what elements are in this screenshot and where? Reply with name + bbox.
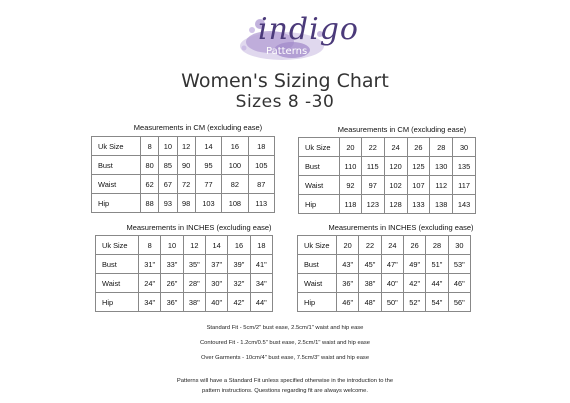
value-cell: 40" bbox=[381, 274, 403, 293]
value-cell: 135 bbox=[453, 157, 476, 176]
value-cell: 33" bbox=[161, 255, 183, 274]
size-cell: 22 bbox=[359, 236, 381, 255]
size-cell: 10 bbox=[159, 137, 177, 156]
value-cell: 56" bbox=[448, 293, 470, 312]
size-table-cm-large bbox=[298, 137, 476, 214]
brand-logo bbox=[232, 8, 359, 66]
value-cell: 105 bbox=[248, 156, 274, 175]
size-cell: 24 bbox=[384, 138, 407, 157]
value-cell: 138 bbox=[430, 195, 453, 214]
value-cell: 118 bbox=[340, 195, 362, 214]
row-label: Waist bbox=[299, 176, 340, 195]
value-cell: 38" bbox=[359, 274, 381, 293]
table-header-row bbox=[298, 236, 471, 255]
fit-note-over-garments: Over Garments - 10cm/4" bust ease, 7.5cm/3" waist and hip ease bbox=[200, 355, 370, 361]
value-cell: 98 bbox=[177, 194, 195, 213]
header-label: Uk Size bbox=[96, 236, 139, 255]
value-cell: 30" bbox=[205, 274, 227, 293]
value-cell: 31" bbox=[139, 255, 161, 274]
row-label: Waist bbox=[298, 274, 337, 293]
footer-note-line2: pattern instructions. Questions regarding fit are always welcome. bbox=[202, 388, 368, 394]
table-row bbox=[299, 157, 476, 176]
size-cell: 8 bbox=[141, 137, 159, 156]
size-cell: 8 bbox=[139, 236, 161, 255]
value-cell: 34" bbox=[139, 293, 161, 312]
header-label: Uk Size bbox=[298, 236, 337, 255]
value-cell: 35" bbox=[183, 255, 205, 274]
size-cell: 12 bbox=[177, 137, 195, 156]
value-cell: 123 bbox=[361, 195, 384, 214]
fit-note-standard: Standard Fit - 5cm/2" bust ease, 2.5cm/1" waist and hip ease bbox=[206, 325, 364, 331]
value-cell: 133 bbox=[407, 195, 430, 214]
page-title: Women's Sizing Chart bbox=[181, 70, 389, 92]
size-cell: 14 bbox=[195, 137, 221, 156]
value-cell: 42" bbox=[228, 293, 250, 312]
table-row bbox=[96, 274, 273, 293]
value-cell: 44" bbox=[250, 293, 272, 312]
value-cell: 34" bbox=[250, 274, 272, 293]
table-row bbox=[298, 293, 471, 312]
value-cell: 46" bbox=[448, 274, 470, 293]
size-cell: 16 bbox=[222, 137, 248, 156]
header-label: Uk Size bbox=[92, 137, 141, 156]
value-cell: 54" bbox=[426, 293, 448, 312]
row-label: Waist bbox=[96, 274, 139, 293]
footer-note-line1: Patterns will have a Standard Fit unless specified otherwise in the introduction to the bbox=[176, 378, 394, 384]
table-row bbox=[299, 195, 476, 214]
value-cell: 93 bbox=[159, 194, 177, 213]
page-subtitle: Sizes 8 -30 bbox=[235, 92, 335, 112]
value-cell: 102 bbox=[384, 176, 407, 195]
size-cell: 20 bbox=[340, 138, 362, 157]
value-cell: 24" bbox=[139, 274, 161, 293]
table-row bbox=[298, 274, 471, 293]
table-header-row bbox=[92, 137, 275, 156]
value-cell: 26" bbox=[161, 274, 183, 293]
value-cell: 95 bbox=[195, 156, 221, 175]
value-cell: 128 bbox=[384, 195, 407, 214]
table-row bbox=[92, 156, 275, 175]
row-label: Hip bbox=[298, 293, 337, 312]
value-cell: 108 bbox=[222, 194, 248, 213]
value-cell: 100 bbox=[222, 156, 248, 175]
size-cell: 24 bbox=[381, 236, 403, 255]
value-cell: 43" bbox=[337, 255, 359, 274]
value-cell: 130 bbox=[430, 157, 453, 176]
value-cell: 50" bbox=[381, 293, 403, 312]
row-label: Bust bbox=[92, 156, 141, 175]
size-cell: 12 bbox=[183, 236, 205, 255]
size-cell: 22 bbox=[361, 138, 384, 157]
table-caption-cm-small: Measurements in CM (excluding ease) bbox=[133, 123, 263, 132]
value-cell: 92 bbox=[340, 176, 362, 195]
value-cell: 36" bbox=[161, 293, 183, 312]
value-cell: 113 bbox=[248, 194, 274, 213]
value-cell: 53" bbox=[448, 255, 470, 274]
value-cell: 88 bbox=[141, 194, 159, 213]
value-cell: 97 bbox=[361, 176, 384, 195]
table-row bbox=[96, 293, 273, 312]
value-cell: 51" bbox=[426, 255, 448, 274]
row-label: Hip bbox=[92, 194, 141, 213]
brand-sub: Patterns bbox=[266, 46, 308, 57]
value-cell: 32" bbox=[228, 274, 250, 293]
table-header-row bbox=[96, 236, 273, 255]
value-cell: 107 bbox=[407, 176, 430, 195]
value-cell: 120 bbox=[384, 157, 407, 176]
row-label: Bust bbox=[298, 255, 337, 274]
value-cell: 115 bbox=[361, 157, 384, 176]
header-label: Uk Size bbox=[299, 138, 340, 157]
value-cell: 62 bbox=[141, 175, 159, 194]
value-cell: 85 bbox=[159, 156, 177, 175]
value-cell: 38" bbox=[183, 293, 205, 312]
table-row bbox=[92, 175, 275, 194]
brand-name: indigo bbox=[258, 12, 359, 47]
size-cell: 18 bbox=[248, 137, 274, 156]
value-cell: 77 bbox=[195, 175, 221, 194]
value-cell: 28" bbox=[183, 274, 205, 293]
table-header-row bbox=[299, 138, 476, 157]
size-cell: 20 bbox=[337, 236, 359, 255]
value-cell: 46" bbox=[337, 293, 359, 312]
value-cell: 67 bbox=[159, 175, 177, 194]
table-row bbox=[299, 176, 476, 195]
value-cell: 37" bbox=[205, 255, 227, 274]
value-cell: 42" bbox=[403, 274, 425, 293]
row-label: Bust bbox=[96, 255, 139, 274]
size-cell: 28 bbox=[430, 138, 453, 157]
table-row bbox=[298, 255, 471, 274]
value-cell: 125 bbox=[407, 157, 430, 176]
value-cell: 143 bbox=[453, 195, 476, 214]
size-cell: 28 bbox=[426, 236, 448, 255]
size-cell: 10 bbox=[161, 236, 183, 255]
size-cell: 16 bbox=[228, 236, 250, 255]
value-cell: 45" bbox=[359, 255, 381, 274]
row-label: Hip bbox=[96, 293, 139, 312]
value-cell: 103 bbox=[195, 194, 221, 213]
size-table-cm-small bbox=[91, 136, 275, 213]
value-cell: 49" bbox=[403, 255, 425, 274]
value-cell: 110 bbox=[340, 157, 362, 176]
value-cell: 39" bbox=[228, 255, 250, 274]
table-caption-inches-large: Measurements in INCHES (excluding ease) bbox=[328, 223, 474, 232]
size-cell: 14 bbox=[205, 236, 227, 255]
value-cell: 72 bbox=[177, 175, 195, 194]
table-row bbox=[96, 255, 273, 274]
size-table-inches-small bbox=[95, 235, 273, 312]
fit-note-contoured: Contoured Fit - 1.2cm/0.5" bust ease, 2.5cm/1" waist and hip ease bbox=[199, 340, 371, 346]
value-cell: 112 bbox=[430, 176, 453, 195]
value-cell: 48" bbox=[359, 293, 381, 312]
value-cell: 87 bbox=[248, 175, 274, 194]
value-cell: 47" bbox=[381, 255, 403, 274]
value-cell: 36" bbox=[337, 274, 359, 293]
table-caption-inches-small: Measurements in INCHES (excluding ease) bbox=[126, 223, 272, 232]
size-cell: 26 bbox=[403, 236, 425, 255]
row-label: Waist bbox=[92, 175, 141, 194]
value-cell: 80 bbox=[141, 156, 159, 175]
value-cell: 117 bbox=[453, 176, 476, 195]
value-cell: 41" bbox=[250, 255, 272, 274]
table-caption-cm-large: Measurements in CM (excluding ease) bbox=[337, 125, 467, 134]
size-cell: 26 bbox=[407, 138, 430, 157]
value-cell: 44" bbox=[426, 274, 448, 293]
size-cell: 18 bbox=[250, 236, 272, 255]
size-cell: 30 bbox=[448, 236, 470, 255]
value-cell: 40" bbox=[205, 293, 227, 312]
row-label: Bust bbox=[299, 157, 340, 176]
value-cell: 52" bbox=[403, 293, 425, 312]
value-cell: 90 bbox=[177, 156, 195, 175]
value-cell: 82 bbox=[222, 175, 248, 194]
row-label: Hip bbox=[299, 195, 340, 214]
size-cell: 30 bbox=[453, 138, 476, 157]
size-table-inches-large bbox=[297, 235, 471, 312]
table-row bbox=[92, 194, 275, 213]
